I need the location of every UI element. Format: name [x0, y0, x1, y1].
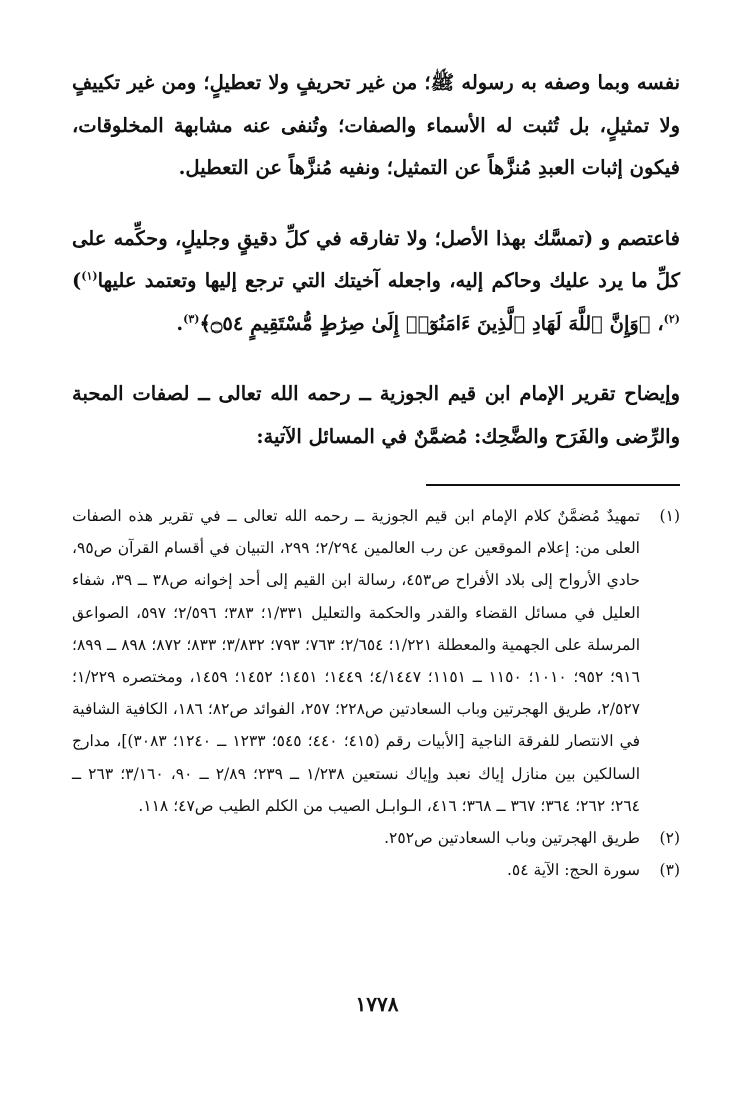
footnote-3	[72, 854, 680, 886]
paragraph-1: نفسه وبما وصفه به رسوله ﷺ؛ من غير تحريفٍ ولا تعطيلٍ؛ ومن غير تكييفٍ ولا تمثيلٍ، بل تُثبت له الأسماء والصفات؛ وتُنفى عنه مشابهة المخلوقات، فيكون إثبات العبدِ مُنزَّهاً عن التمثيل؛ ونفيه مُنزَّهاً عن التعطيل.	[72, 71, 680, 179]
footnote-ref-2[interactable]: (٢)	[663, 312, 680, 325]
footnote-number: (١)	[659, 507, 680, 525]
footnotes	[72, 500, 680, 886]
footnote-1	[72, 500, 680, 822]
paragraph-2-text: فاعتصم و (تمسَّك بهذا الأصل؛ ولا تفارقه في كلِّ دقيقٍ وجليلٍ، وحكِّمه على كلِّ ما يرد عليك وحاكم إليه، واجعله آخيتك التي ترجع إليها وتعتمد عليها	[72, 226, 680, 292]
closing-paren: )	[72, 269, 82, 292]
paragraph-3: وإيضاح تقرير الإمام ابن قيم الجوزية ــ رحمه الله تعالى ــ لصفات المحبة والرِّضى والفَرَح والضَّحِك: مُضمَّنٌ في المسائل الآتية:	[72, 382, 680, 448]
footnote-text: سورة الحج: الآية ٥٤.	[506, 861, 640, 880]
footnote-text: تمهيدٌ مُضمَّنٌ كلام الإمام ابن قيم الجوزية ــ رحمه الله تعالى ــ في تقرير هذه الصفات العلى من: إعلام الموقعين عن رب العالمين ٢/٢٩٤؛ ٢٩٩، التبيان في أقسام القرآن ص٩٥، حادي الأرواح إلى بلاد الأفراح ص٤٥٣، رسالة ابن القيم إلى أحد إخوانه ص٣٨ ــ ٣٩، شفاء العليل في مسائل القضاء والقدر والحكمة والتعليل ١/٣٣١؛ ٣٨٣؛ ٢/٥٩٦؛ ٥٩٧، الصواعق المرسلة على الجهمية والمعطلة ١/٢٢١؛ ٢/٦٥٤؛ ٧٦٣؛ ٧٩٣؛ ٣/٨٣٢؛ ٨٣٣؛ ٨٧٢؛ ٨٩٨ ــ ٨٩٩؛ ٩١٦؛ ٩٥٢؛ ١٠١٠؛ ١١٥٠ ــ ١١٥١؛ ٤/١٤٤٧؛ ١٤٤٩؛ ١٤٥١؛ ١٤٥٢؛ ١٤٥٩، ومختصره ١/٢٢٩؛ ٢/٥٢٧، طريق الهجرتين وباب السعادتين ص٢٢٨؛ ٢٥٧، الفوائد ص٨٢؛ ١٨٦، الكافية الشافية في الانتصار للفرقة الناجية [الأبيات رقم (٤١٥؛ ٤٤٠؛ ٥٤٥؛ ١٢٣٣ ــ ١٢٤٠؛ ٣٠٨٣)]، مدارج السالكين بين منازل إياك نعبد وإياك نستعين ١/٢٣٨ ــ ٢٣٩؛ ٢/٨٩ ــ ٩٠، ٣/١٦٠؛ ٢٦٣ ــ ٢٦٤؛ ٢٦٢؛ ٣٦٤؛ ٣٦٧ ــ ٣٦٨؛ ٤١٦، الـوابـل الصيب من الكلم الطيب ص٤٧؛ ١١٨.	[72, 507, 641, 815]
paragraph-2-end: .	[176, 311, 184, 335]
quran-close: ﴾	[199, 311, 211, 335]
footnote-2	[72, 822, 680, 854]
footnote-separator	[426, 484, 680, 486]
footnote-ref-3[interactable]: (٣)	[183, 312, 200, 325]
footnote-number: (٣)	[659, 861, 680, 880]
quran-verse: وَإِنَّ ٱللَّهَ لَهَادِ ٱلَّذِينَ ءَامَنُوٓا۟ إِلَىٰ صِرَٰطٍ مُّسْتَقِيمٍ ۝٥٤	[210, 311, 639, 335]
quran-open: ، ﴿	[638, 311, 664, 335]
footnote-ref-1[interactable]: (١)	[81, 269, 98, 283]
main-text	[72, 62, 680, 458]
footnote-number: (٢)	[659, 829, 680, 848]
page-number: ١٧٧٨	[355, 992, 399, 1016]
footnote-text: طريق الهجرتين وباب السعادتين ص٢٥٢.	[384, 829, 640, 848]
paragraph-2	[72, 218, 680, 346]
